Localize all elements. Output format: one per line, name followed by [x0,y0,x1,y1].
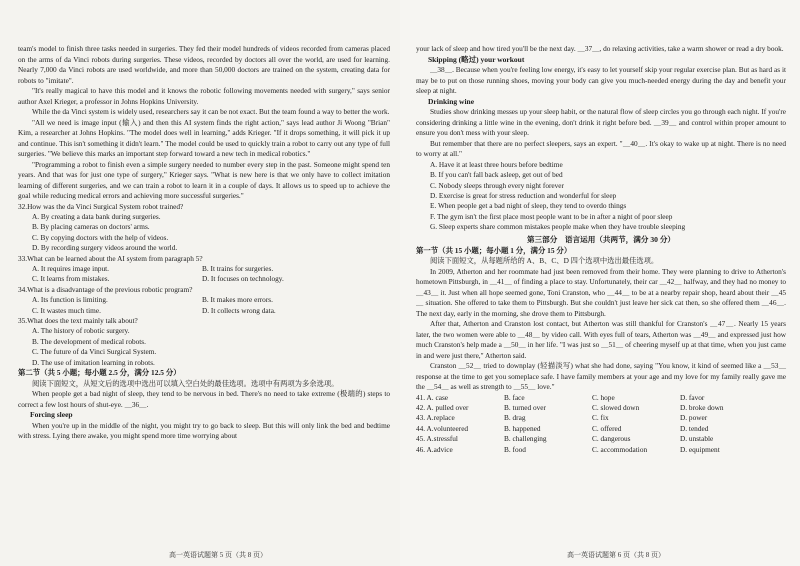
option: C. The future of da Vinci Surgical System. [32,347,157,357]
option: 44. A.volunteered [416,423,469,433]
option-row [32,306,390,316]
option-row [32,295,390,305]
question-32: 32.How was the da Vinci Surgical System robot trained? [18,201,184,211]
section-heading: 第一节（共 15 小题；每小题 1 分，满分 15 分） [416,245,572,255]
option: C. dangerous [592,434,631,444]
option: 42. A. pulled over [416,402,469,412]
page-footer: 高一英语试题第 5 页（共 8 页） [169,551,267,559]
part-title: 第三部分 语言运用（共两节，满分 30 分） [526,234,676,244]
option: B. The development of medical robots. [32,336,146,346]
option: D. Exercise is great for stress reduction and wonderful for sleep [430,190,617,200]
option: A. It requires image input. [32,263,110,273]
option: B. It trains for surgeries. [202,263,274,273]
paragraph: Studies show drinking messes up your sleep habit, or the natural flow of sleep circles you go through each night. If you're considering drinking a little wine in the evening, don't drink it right before bed. ＿39＿ and control within proper amount to ensure you don't mess with your sleep. [416,107,786,138]
option: B. turned over [504,402,546,412]
option: B. face [504,392,525,402]
page-footer: 高一英语试题第 6 页（共 8 页） [567,551,665,559]
paragraph: Cranston ＿52＿ tried to downplay (轻描淡写) what she had done, saying "You know, it kind of seemed like a ＿53＿ response at the time to get you someplace safe. I have family members at your age and my love for my family really gave me the ＿54＿ as well as strength to ＿55＿ love." [416,361,786,392]
paragraph: When you're up in the middle of the night, you might try to go back to sleep. But this will only link the bed and bedtime with stress. Lying there awake, you might spend more time worrying about [18,420,390,441]
option: C. accommodation [592,444,648,454]
option: A. Its function is limiting. [32,295,108,305]
section-instruction: 阅读下面短文，从每题所给的 A、B、C、D 四个选项中选出最佳选项。 [430,256,659,266]
paragraph: team's model to finish three tasks needed in surgeries. They fed their model hundreds of videos recorded from cameras placed on the arms of da Vinci robots during surgeries. These videos, recorded by doctors all over the world, are used for learning. Nearly 7,000 da Vinci robots are used worldwide, and more than 50,000 doctors are trained on the system, creating data for robots to "imitate". [18,44,390,85]
option: 45. A.stressful [416,434,458,444]
right-page [400,0,800,566]
option: C. It wastes much time. [32,305,101,315]
option: D. By recording surgery videos around the world. [32,243,178,253]
paragraph: When people get a bad night of sleep, they tend to be nervous in bed. There's no need to take extreme (极端的) steps to correct a few lost hours of shut-eye. ＿36＿. [18,389,390,409]
paragraph: But remember that there are no perfect sleepers, says an expert. "＿40＿. It's okay to wake up at night. There is no need to worry at all." [416,138,786,159]
paragraph: ＿38＿. Because when you're feeling low energy, it's easy to let yourself skip your regular exercise plan. But as hard as it may be to put on those running shoes, moving your body can give you much-needed energy during the day and benefit your sleep at night. [416,65,786,96]
option: A. By creating a data bank during surgeries. [32,211,161,221]
paragraph: "Programming a robot to finish even a simple surgery needed to number every step in the past. Someone might spend ten years. And that was for just one type of surgery," Krieger says. "What is new here is that we only have to collect imitation learning of different surgeries, and we can train a robot to learn it in a couple of days. It allows us to speed up to achieve the goal while reducing medical errors and achieving more successful surgeries." [18,159,390,200]
option: G. Sleep experts share common mistakes people make when they have trouble sleeping [430,222,686,232]
option: E. When people get a bad night of sleep, they tend to overdo things [430,201,627,211]
option: B. challenging [504,434,547,444]
paragraph: "All we need is image input (输入) and then this AI system finds the right action," says lead author Ji Woong "Brian" Kim, a researcher at Johns Hopkins. "The model does well in learning," adds Krieger. "If it drops something, it will pick it up and continue. This isn't something it didn't learn." The model could be used to quickly train a robot to carry out any type of full surgeries. "We believe this marks an important step forward toward a new tech in medical robotics." [18,117,390,158]
option: D. The use of imitation learning in robots. [32,357,155,367]
paragraph: In 2009, Atherton and her roommate had just been removed from their home. They were planning to drive to Atherton's hometown Pittsburgh, in ＿41＿ of finding a place to stay. Unfortunately, their car ＿42＿ halfway, and they had no money to ＿43＿ it. Just when all hope seemed gone, Toni Cranston, who ＿44＿ to be at a nearby repair shop, heard about their ＿45＿ situation. She offered to take them to Pittsburgh. But she couldn't just leave her sick cat then, so she offered them ＿46＿. The next day, early in the morning, she drove them to Pittsburgh. [416,266,786,318]
question-35: 35.What does the text mainly talk about? [18,315,138,325]
option: 46. A.advice [416,444,453,454]
cloze-options [416,393,786,455]
option: D. power [680,413,708,423]
option: C. offered [592,423,622,433]
paragraph: After that, Atherton and Cranston lost contact, but Atherton was still thankful for Cranston's ＿47＿. Nearly 15 years later, the two women were able to ＿48＿ by video call. With eyes full of tears, Atherton was ＿49＿ and expressed just how much Cranston's help made a ＿50＿ in her life. "I was just so ＿51＿ of cheering myself up at that time, when you just came in and were just there," Atherton said. [416,319,786,360]
section-instruction: 阅读下面短文，从短文后的选项中选出可以填入空白处的最佳选项。选项中有两项为多余选项。 [32,378,339,388]
paragraph: "It's really magical to have this model and it knows the robotic following movements needed with surgery," says senior author Axel Krieger, a professor in Johns Hopkins University. [18,86,390,106]
paragraph: While the da Vinci system is widely used, researchers say it can be not exact. But the team found a way to better the work. [32,107,390,116]
option: 41. A. case [416,392,449,402]
option: C. fix [592,413,609,423]
option: B. food [504,444,526,454]
option: B. By placing cameras on doctors' arms. [32,222,150,232]
option: F. The gym isn't the first place most people want to be in after a night of poor sleep [430,211,673,221]
option: D. broke down [680,402,724,412]
option: B. drag [504,413,526,423]
subheading: Forcing sleep [30,410,73,419]
question-33: 33.What can be learned about the AI system from paragraph 5? [18,253,203,263]
option: C. slowed down [592,402,640,412]
option: D. It focuses on technology. [202,274,284,284]
option: A. The history of robotic surgery. [32,326,130,336]
option: A. Have it at least three hours before bedtime [430,159,563,169]
question-34: 34.What is a disadvantage of the previous robotic program? [18,284,193,294]
option-row [32,264,390,274]
option: D. It collects wrong data. [202,305,276,315]
option: B. If you can't fall back asleep, get out of bed [430,170,563,180]
option: C. By copying doctors with the help of videos. [32,232,169,242]
option-row [32,274,390,284]
subheading: Skipping (略过) your workout [428,54,525,64]
option: D. tended [680,423,709,433]
option: D. favor [680,392,705,402]
option: 43. A.replace [416,413,455,423]
option: C. It learns from mistakes. [32,274,110,284]
option: B. It makes more errors. [202,295,273,305]
option: D. equipment [680,444,720,454]
subheading: Drinking wine [428,96,475,106]
option: B. happened [504,423,541,433]
option: C. Nobody sleeps through every night forever [430,180,564,190]
paragraph: your lack of sleep and how tired you'll be the next day. ＿37＿, do relaxing activities, take a warm shower or read a dry book. [416,44,784,53]
section-heading: 第二节（共 5 小题；每小题 2.5 分，满分 12.5 分） [18,368,181,377]
option: C. hope [592,392,615,402]
option: D. unstable [680,434,714,444]
